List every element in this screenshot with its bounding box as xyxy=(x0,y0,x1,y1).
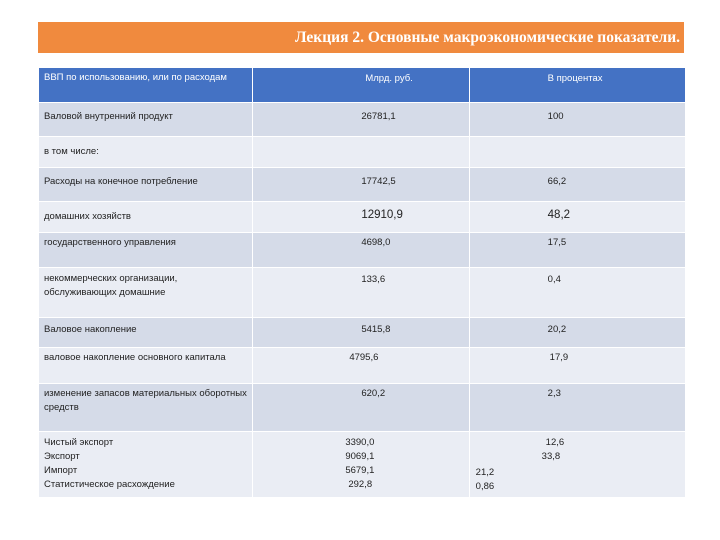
row-percent: 20,2 xyxy=(469,318,685,348)
header-cell-indicator: ВВП по использованию, или по расходам xyxy=(39,68,253,103)
header-cell-billion-rub: Млрд. руб. xyxy=(253,68,469,103)
row-value: 17742,5 xyxy=(253,168,469,202)
row-percent xyxy=(469,137,685,168)
row-label: валовое накопление основного капитала xyxy=(39,348,253,384)
row-value: 4698,0 xyxy=(253,233,469,268)
row-percent: 17,5 xyxy=(469,233,685,268)
row-value: 620,2 xyxy=(253,384,469,432)
summary-values xyxy=(253,432,469,498)
value-export: 9069,1 xyxy=(345,451,375,462)
row-percent: 0,4 xyxy=(469,268,685,318)
slide-title-bar xyxy=(38,22,684,53)
label-net-export: Чистый экспорт xyxy=(44,437,114,448)
row-label: Валовой внутренний продукт xyxy=(39,103,253,137)
table-row xyxy=(39,384,686,432)
row-value: 26781,1 xyxy=(253,103,469,137)
table-row xyxy=(39,137,686,168)
row-value: 12910,9 xyxy=(253,202,469,233)
value-import: 5679,1 xyxy=(345,465,375,476)
row-label: Расходы на конечное потребление xyxy=(39,168,253,202)
label-import: Импорт xyxy=(44,465,78,476)
row-label: государственного управления xyxy=(39,233,253,268)
gdp-table xyxy=(38,67,686,498)
table-row xyxy=(39,268,686,318)
row-label: в том числе: xyxy=(39,137,253,168)
summary-percents xyxy=(469,432,685,498)
table-row xyxy=(39,103,686,137)
percent-export: 33,8 xyxy=(541,451,561,462)
label-export: Экспорт xyxy=(44,451,80,462)
percent-import: 21,2 xyxy=(475,467,495,478)
table-row xyxy=(39,233,686,268)
slide-title: Лекция 2. Основные макроэкономические показатели. xyxy=(294,28,680,46)
label-statistical-discrepancy: Статистическое расхождение xyxy=(44,479,175,490)
row-label: домашних хозяйств xyxy=(39,202,253,233)
row-label: Валовое накопление xyxy=(39,318,253,348)
row-label: некоммерческих организации, обслуживающих домашние xyxy=(39,268,253,318)
table-row-summary xyxy=(39,432,686,498)
row-label: изменение запасов материальных оборотных средств xyxy=(39,384,253,432)
row-value xyxy=(253,137,469,168)
row-percent: 48,2 xyxy=(469,202,685,233)
row-percent: 2,3 xyxy=(469,384,685,432)
percent-net-export: 12,6 xyxy=(545,437,565,448)
row-value: 5415,8 xyxy=(253,318,469,348)
summary-labels xyxy=(39,432,253,498)
table-row xyxy=(39,168,686,202)
row-value: 4795,6 xyxy=(253,348,469,384)
percent-statistical-discrepancy: 0,86 xyxy=(475,481,495,492)
header-cell-percent: В процентах xyxy=(469,68,685,103)
row-percent: 66,2 xyxy=(469,168,685,202)
table-row xyxy=(39,202,686,233)
row-percent: 100 xyxy=(469,103,685,137)
table-row xyxy=(39,318,686,348)
value-net-export: 3390,0 xyxy=(345,437,375,448)
value-statistical-discrepancy: 292,8 xyxy=(348,479,373,490)
row-value: 133,6 xyxy=(253,268,469,318)
row-percent: 17,9 xyxy=(469,348,685,384)
table-row xyxy=(39,348,686,384)
table-header-row xyxy=(39,68,686,103)
